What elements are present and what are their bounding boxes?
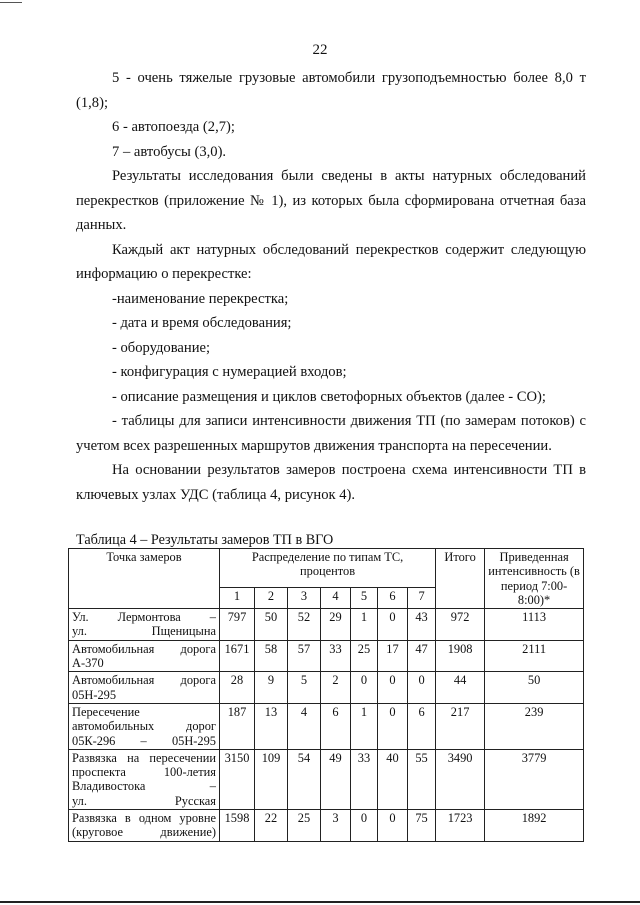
measurement-point-line: ул. Пщеницына bbox=[72, 624, 216, 639]
type-share-cell: 1 bbox=[351, 609, 378, 641]
total-cell: 972 bbox=[436, 609, 485, 641]
type-share-cell: 1 bbox=[351, 703, 378, 749]
type-share-cell: 57 bbox=[288, 640, 321, 672]
header-point: Точка замеров bbox=[69, 549, 220, 609]
type-share-cell: 75 bbox=[408, 810, 436, 842]
type-share-cell: 4 bbox=[288, 703, 321, 749]
type-share-cell: 109 bbox=[255, 749, 288, 809]
reduced-intensity-cell: 239 bbox=[485, 703, 584, 749]
header-reduced: Приведенная интенсивность (в период 7:00-8:00)* bbox=[485, 549, 584, 609]
type-share-cell: 13 bbox=[255, 703, 288, 749]
type-share-cell: 0 bbox=[378, 810, 408, 842]
type-share-cell: 1598 bbox=[220, 810, 255, 842]
measurement-point-line: (круговое движение) bbox=[72, 825, 216, 840]
paragraph: - дата и время обследования; bbox=[112, 315, 292, 331]
table-header-row bbox=[69, 549, 584, 588]
header-type: 6 bbox=[378, 587, 408, 608]
type-share-cell: 25 bbox=[288, 810, 321, 842]
type-share-cell: 58 bbox=[255, 640, 288, 672]
header-distribution: Распределение по типам ТС, процентов bbox=[220, 549, 436, 588]
measurement-point bbox=[69, 703, 220, 749]
measurement-point-line: ул. Русская bbox=[72, 793, 216, 808]
paragraph: - описание размещения и циклов светофорных объектов (далее - СО); bbox=[112, 388, 546, 405]
header-type: 4 bbox=[321, 587, 351, 608]
total-cell: 44 bbox=[436, 672, 485, 704]
type-share-cell: 3150 bbox=[220, 749, 255, 809]
measurement-point-line: Пересечение bbox=[72, 704, 140, 719]
type-share-cell: 0 bbox=[408, 672, 436, 704]
type-share-cell: 2 bbox=[321, 672, 351, 704]
paragraph: На основании результатов замеров построена схема интенсивности ТП в ключевых узлах УДС (таблица 4, рисунок 4). bbox=[76, 462, 586, 503]
type-share-cell: 54 bbox=[288, 749, 321, 809]
table-row bbox=[69, 749, 584, 809]
paragraph: - оборудование; bbox=[112, 339, 211, 356]
type-share-cell: 5 bbox=[288, 672, 321, 704]
type-share-cell: 22 bbox=[255, 810, 288, 842]
type-share-cell: 50 bbox=[255, 609, 288, 641]
total-cell: 1723 bbox=[436, 810, 485, 842]
page-number: 22 bbox=[312, 42, 328, 58]
scan-edge-mark bbox=[0, 2, 22, 3]
header-total: Итого bbox=[436, 549, 485, 609]
measurement-point-line: автомобильных дорог bbox=[72, 719, 216, 734]
measurement-point-line: 05К-296 – 05Н-295 bbox=[72, 733, 216, 748]
type-share-cell: 40 bbox=[378, 749, 408, 809]
type-share-cell: 6 bbox=[408, 703, 436, 749]
paragraph: -наименование перекрестка; bbox=[112, 290, 289, 307]
type-share-cell: 33 bbox=[321, 640, 351, 672]
reduced-intensity-cell: 3779 bbox=[485, 749, 584, 809]
measurement-point-line: Автомобильная дорога bbox=[72, 673, 216, 688]
measurement-point bbox=[69, 640, 220, 672]
header-type: 2 bbox=[255, 587, 288, 608]
type-share-cell: 33 bbox=[351, 749, 378, 809]
type-share-cell: 52 bbox=[288, 609, 321, 641]
type-share-cell: 29 bbox=[321, 609, 351, 641]
reduced-intensity-cell: 1892 bbox=[485, 810, 584, 842]
measurement-point-line: 05Н-295 bbox=[72, 687, 117, 702]
type-share-cell: 0 bbox=[351, 810, 378, 842]
reduced-intensity-cell: 50 bbox=[485, 672, 584, 704]
results-table bbox=[68, 548, 584, 842]
reduced-intensity-cell: 1113 bbox=[485, 609, 584, 641]
type-share-cell: 25 bbox=[351, 640, 378, 672]
header-type: 3 bbox=[288, 587, 321, 608]
measurement-point bbox=[69, 810, 220, 842]
type-share-cell: 43 bbox=[408, 609, 436, 641]
measurement-point-line: Развязка в одном уровне bbox=[72, 811, 216, 826]
total-cell: 1908 bbox=[436, 640, 485, 672]
measurement-point bbox=[69, 749, 220, 809]
type-share-cell: 0 bbox=[351, 672, 378, 704]
paragraph: Каждый акт натурных обследований перекрестков содержит следующую информацию о перекрестке: bbox=[76, 241, 586, 282]
header-type: 1 bbox=[220, 587, 255, 608]
paragraph: Результаты исследования были сведены в акты натурных обследований перекрестков (приложение № 1), из которых была сформирована отчетная база данных. bbox=[76, 168, 586, 233]
header-type: 7 bbox=[408, 587, 436, 608]
type-share-cell: 1671 bbox=[220, 640, 255, 672]
table-row bbox=[69, 703, 584, 749]
table-row bbox=[69, 640, 584, 672]
type-share-cell: 55 bbox=[408, 749, 436, 809]
type-share-cell: 9 bbox=[255, 672, 288, 704]
measurement-point-line: Владивостока – bbox=[72, 779, 216, 794]
table-body bbox=[69, 609, 584, 841]
table-row bbox=[69, 810, 584, 842]
measurement-point-line: Автомобильная дорога bbox=[72, 641, 216, 656]
total-cell: 3490 bbox=[436, 749, 485, 809]
body-text bbox=[76, 66, 586, 507]
type-share-cell: 28 bbox=[220, 672, 255, 704]
table-row bbox=[69, 609, 584, 641]
measurement-point-line: А-370 bbox=[72, 656, 104, 671]
measurement-point-line: Развязка на пересечении bbox=[72, 750, 216, 765]
type-share-cell: 6 bbox=[321, 703, 351, 749]
paragraph: - конфигурация с нумерацией входов; bbox=[112, 364, 347, 380]
type-share-cell: 0 bbox=[378, 609, 408, 641]
total-cell: 217 bbox=[436, 703, 485, 749]
type-share-cell: 17 bbox=[378, 640, 408, 672]
paragraph: 7 – автобусы (3,0). bbox=[112, 143, 227, 160]
type-share-cell: 797 bbox=[220, 609, 255, 641]
measurement-point-line: Ул. Лермонтова – bbox=[72, 610, 216, 625]
type-share-cell: 187 bbox=[220, 703, 255, 749]
measurement-point-line: проспекта 100-летия bbox=[72, 765, 216, 780]
type-share-cell: 0 bbox=[378, 703, 408, 749]
reduced-intensity-cell: 2111 bbox=[485, 640, 584, 672]
paragraph: - таблицы для записи интенсивности движения ТП (по замерам потоков) с учетом всех разрешенных маршрутов движения транспорта на пересечении. bbox=[76, 413, 586, 454]
paragraph: 6 - автопоезда (2,7); bbox=[112, 119, 235, 135]
paragraph: 5 - очень тяжелые грузовые автомобили грузоподъемностью более 8,0 т (1,8); bbox=[76, 70, 586, 111]
header-type: 5 bbox=[351, 587, 378, 608]
type-share-cell: 47 bbox=[408, 640, 436, 672]
measurement-point bbox=[69, 672, 220, 704]
type-share-cell: 0 bbox=[378, 672, 408, 704]
type-share-cell: 49 bbox=[321, 749, 351, 809]
measurement-point bbox=[69, 609, 220, 641]
table-row bbox=[69, 672, 584, 704]
table-caption: Таблица 4 – Результаты замеров ТП в ВГО bbox=[76, 532, 334, 548]
type-share-cell: 3 bbox=[321, 810, 351, 842]
bottom-rule bbox=[0, 901, 640, 903]
